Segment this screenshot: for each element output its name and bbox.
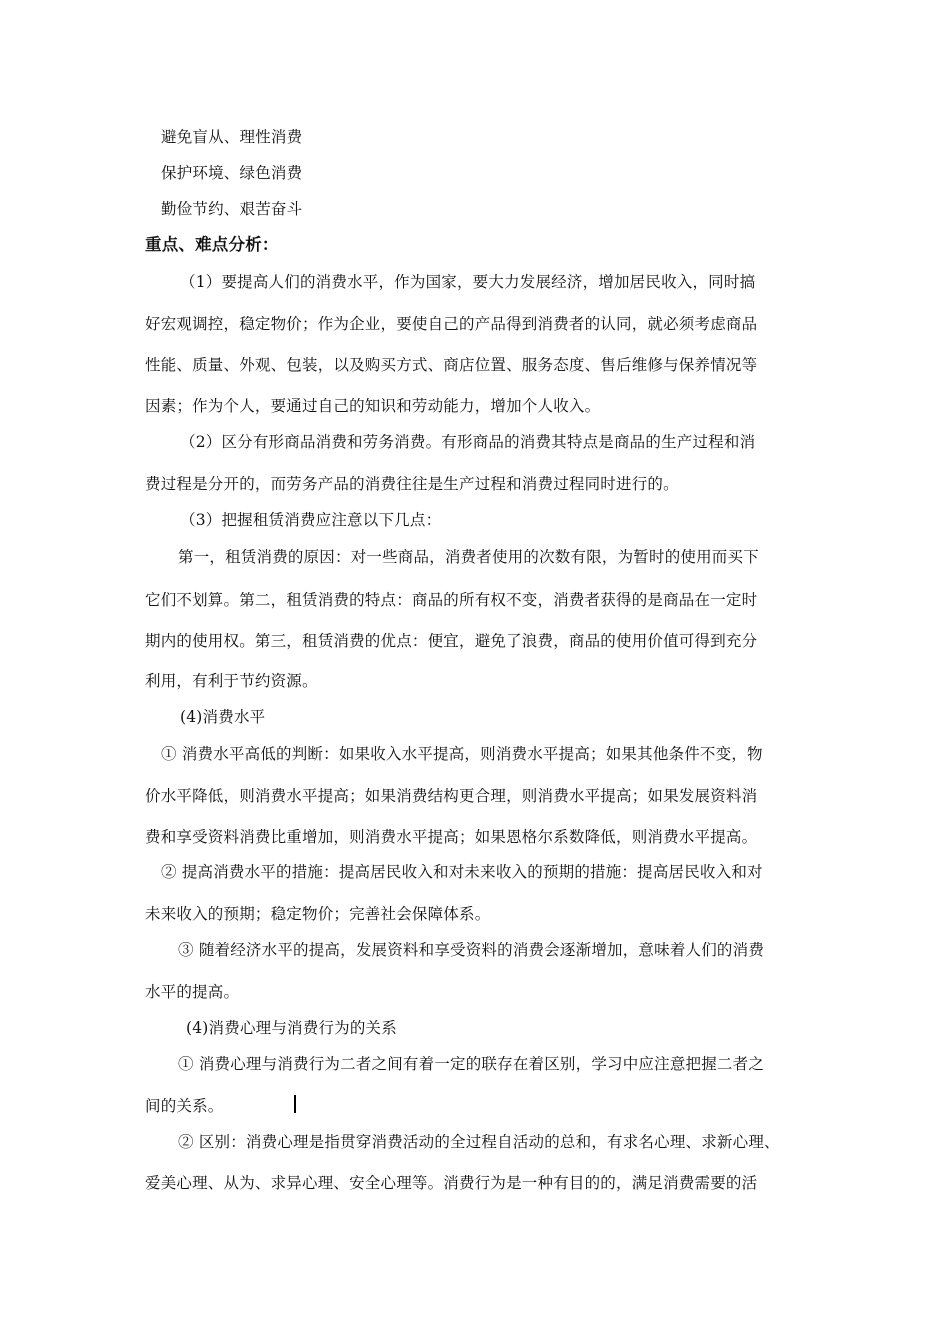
paragraph-line: 第一，租赁消费的原因：对一些商品，消费者使用的次数有限，为暂时的使用而买下 (178, 548, 759, 566)
paragraph-line: 因素；作为个人，要通过自己的知识和劳动能力，增加个人收入。 (145, 397, 601, 415)
bullet-item-frugality: 勤俭节约、艰苦奋斗 (161, 200, 303, 218)
paragraph-line: （3）把握租赁消费应注意以下几点： (180, 511, 442, 529)
paragraph-line: （2）区分有形商品消费和劳务消费。有形商品的消费其特点是商品的生产过程和消 (180, 433, 756, 451)
paragraph-line: 价水平降低，则消费水平提高；如果消费结构更合理，则消费水平提高；如果发展资料消 (145, 787, 758, 805)
paragraph-line: 未来收入的预期；稳定物价；完善社会保障体系。 (145, 905, 491, 923)
paragraph-line: 水平的提高。 (145, 983, 240, 1001)
text-cursor (294, 1095, 296, 1113)
paragraph-line: ① 消费心理与消费行为二者之间有着一定的联存在着区别，学习中应注意把握二者之 (178, 1055, 765, 1073)
subsection-title: (4)消费水平 (180, 708, 266, 726)
paragraph-line: （1）要提高人们的消费水平，作为国家，要大力发展经济，增加居民收入，同时搞 (180, 273, 756, 291)
section-heading: 重点、难点分析： (145, 235, 279, 254)
paragraph-line: 性能、质量、外观、包装，以及购买方式、商店位置、服务态度、售后维修与保养情况等 (145, 356, 758, 374)
bullet-item-green-consumption: 保护环境、绿色消费 (161, 164, 303, 182)
paragraph-line: 间的关系。 (145, 1097, 224, 1115)
paragraph-line: ③ 随着经济水平的提高，发展资料和享受资料的消费会逐渐增加，意味着人们的消费 (178, 941, 765, 959)
paragraph-line: ① 消费水平高低的判断：如果收入水平提高，则消费水平提高；如果其他条件不变，物 (161, 745, 763, 763)
paragraph-line: 它们不划算。第二，租赁消费的特点：商品的所有权不变，消费者获得的是商品在一定时 (145, 591, 758, 609)
subsection-title: (4)消费心理与消费行为的关系 (186, 1019, 397, 1037)
paragraph-line: ② 提高消费水平的措施：提高居民收入和对未来收入的预期的措施：提高居民收入和对 (161, 863, 763, 881)
paragraph-line: 期内的使用权。第三，租赁消费的优点：便宜，避免了浪费，商品的使用价值可得到充分 (145, 632, 758, 650)
paragraph-line: 费和享受资料消费比重增加，则消费水平提高；如果恩格尔系数降低，则消费水平提高。 (145, 828, 758, 846)
paragraph-line: 好宏观调控，稳定物价；作为企业，要使自己的产品得到消费者的认同，就必须考虑商品 (145, 315, 758, 333)
paragraph-line: 利用，有利于节约资源。 (145, 672, 318, 690)
paragraph-line: 爱美心理、从为、求异心理、安全心理等。消费行为是一种有目的的，满足消费需要的活 (145, 1174, 758, 1192)
paragraph-line: ② 区别：消费心理是指贯穿消费活动的全过程自活动的总和，有求名心理、求新心理、 (178, 1133, 780, 1151)
bullet-item-rational-consumption: 避免盲从、理性消费 (161, 128, 303, 146)
paragraph-line: 费过程是分开的，而劳务产品的消费往往是生产过程和消费过程同时进行的。 (145, 475, 679, 493)
